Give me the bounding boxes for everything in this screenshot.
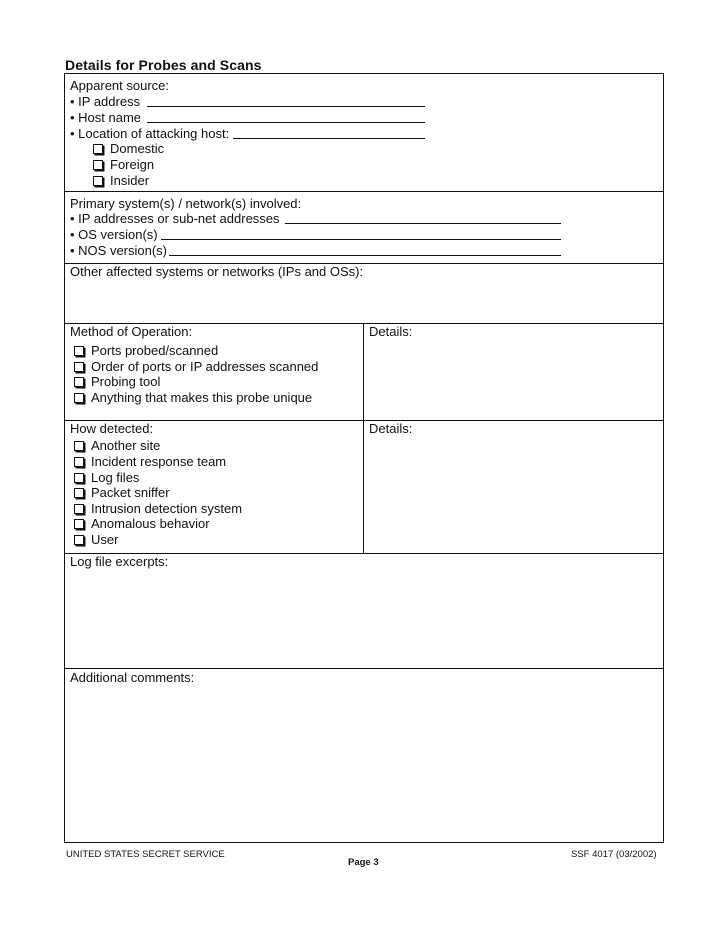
checkbox-icon [74, 362, 84, 372]
checkbox-label: Packet sniffer [91, 485, 170, 500]
source-ip-label: • IP address [70, 94, 141, 109]
checkbox-label: Incident response team [91, 454, 227, 469]
checkbox-label: Another site [91, 438, 161, 453]
source-heading: Apparent source: [70, 78, 170, 93]
checkbox-label: Anomalous behavior [91, 516, 210, 531]
checkbox-label: Ports probed/scanned [91, 343, 219, 358]
checkbox-icon [74, 441, 84, 451]
checkbox-icon [74, 393, 84, 403]
log-heading: Log file excerpts: [70, 554, 169, 569]
checkbox-ports-probed[interactable] [74, 343, 218, 358]
method-heading: Method of Operation: [70, 324, 193, 339]
checkbox-domestic[interactable] [93, 141, 164, 156]
checkbox-label: Log files [91, 470, 140, 485]
checkbox-label: User [91, 532, 119, 547]
checkbox-icon [74, 535, 84, 545]
checkbox-incident-response[interactable] [74, 454, 226, 469]
checkbox-ids[interactable] [74, 501, 242, 516]
checkbox-icon [74, 519, 84, 529]
divider [65, 668, 663, 669]
page-title: Details for Probes and Scans [65, 57, 262, 73]
checkbox-log-files[interactable] [74, 470, 139, 485]
divider [65, 420, 663, 421]
checkbox-icon [74, 346, 84, 356]
checkbox-icon [74, 377, 84, 387]
checkbox-icon [93, 144, 103, 154]
checkbox-insider[interactable] [93, 173, 149, 188]
checkbox-label: Intrusion detection system [91, 501, 243, 516]
checkbox-icon [93, 176, 103, 186]
primary-nos-field[interactable] [169, 255, 561, 256]
method-details-label: Details: [369, 324, 413, 339]
checkbox-label: Order of ports or IP addresses scanned [91, 359, 319, 374]
footer-left: UNITED STATES SECRET SERVICE [66, 849, 225, 860]
checkbox-probe-unique[interactable] [74, 390, 312, 405]
form-frame [64, 73, 664, 843]
primary-os-field[interactable] [161, 239, 561, 240]
column-divider [363, 323, 364, 554]
source-location-field[interactable] [233, 138, 425, 139]
checkbox-icon [74, 473, 84, 483]
checkbox-label: Anything that makes this probe unique [91, 390, 313, 405]
checkbox-foreign[interactable] [93, 157, 154, 172]
primary-ip-label: • IP addresses or sub-net addresses [70, 211, 280, 226]
source-host-field[interactable] [147, 122, 425, 123]
checkbox-label: Domestic [110, 141, 165, 156]
checkbox-label: Insider [110, 173, 150, 188]
detected-heading: How detected: [70, 421, 154, 436]
checkbox-probing-tool[interactable] [74, 374, 160, 389]
primary-heading: Primary system(s) / network(s) involved: [70, 196, 302, 211]
checkbox-packet-sniffer[interactable] [74, 485, 170, 500]
checkbox-icon [74, 457, 84, 467]
footer-form-id: SSF 4017 (03/2002) [571, 849, 657, 860]
primary-os-label: • OS version(s) [70, 227, 158, 242]
primary-ip-field[interactable] [285, 223, 561, 224]
divider [65, 191, 663, 192]
primary-nos-label: • NOS version(s) [70, 243, 168, 258]
checkbox-another-site[interactable] [74, 438, 160, 453]
checkbox-icon [74, 488, 84, 498]
comments-heading: Additional comments: [70, 670, 195, 685]
source-location-label: • Location of attacking host: [70, 126, 230, 141]
checkbox-user[interactable] [74, 532, 118, 547]
checkbox-label: Foreign [110, 157, 155, 172]
page-number: Page 3 [348, 857, 379, 868]
checkbox-icon [93, 160, 103, 170]
detected-details-label: Details: [369, 421, 413, 436]
checkbox-order-of-ports[interactable] [74, 359, 318, 374]
checkbox-label: Probing tool [91, 374, 161, 389]
source-ip-field[interactable] [147, 106, 425, 107]
checkbox-anomalous[interactable] [74, 516, 210, 531]
source-host-label: • Host name [70, 110, 142, 125]
checkbox-icon [74, 504, 84, 514]
other-heading: Other affected systems or networks (IPs and OSs): [70, 264, 364, 279]
